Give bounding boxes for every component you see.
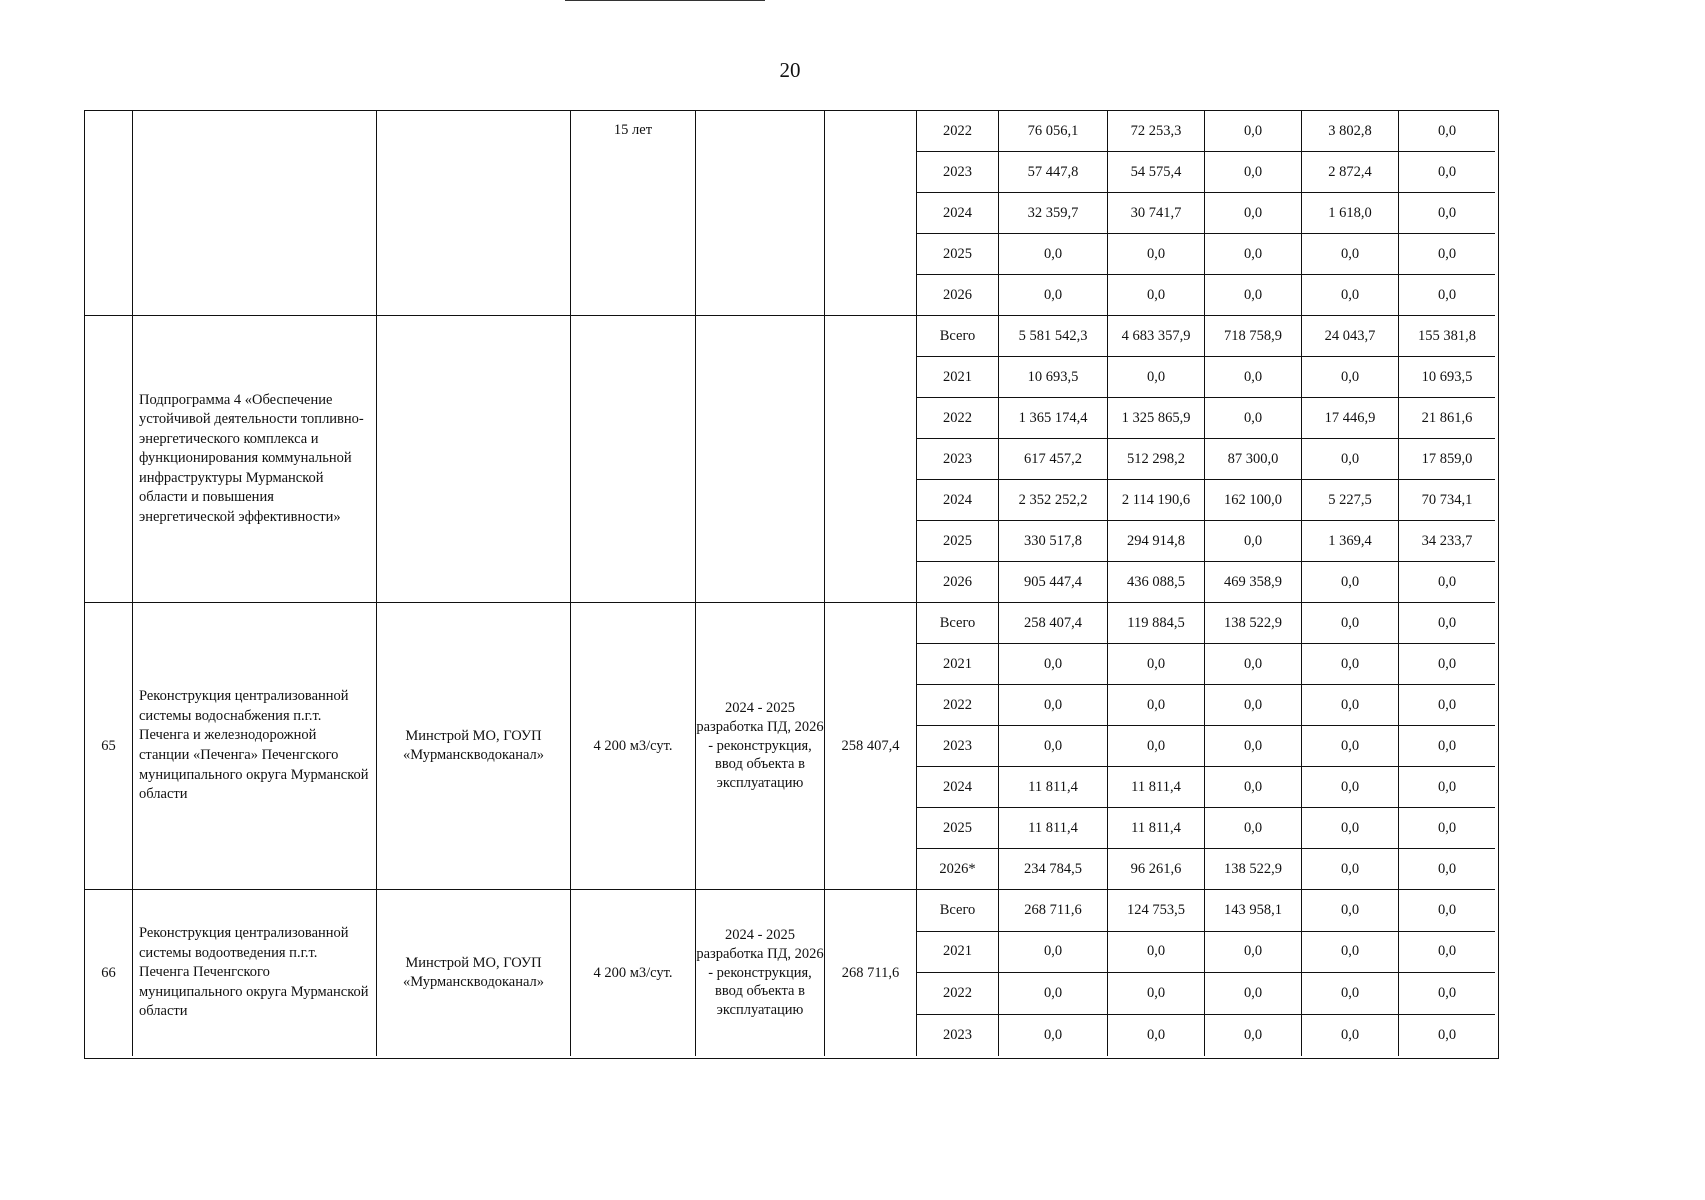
amount-cell: 0,0 (1302, 439, 1399, 480)
amount-cell: 0,0 (1302, 562, 1399, 603)
amount-cell: 155 381,8 (1399, 316, 1495, 357)
amount-cell: 21 861,6 (1399, 398, 1495, 439)
amount-cell: 234 784,5 (999, 849, 1108, 890)
row-number (85, 111, 133, 316)
amount-cell: 2 352 252,2 (999, 480, 1108, 521)
year-cell: 2023 (917, 152, 999, 193)
amount-cell: 3 802,8 (1302, 111, 1399, 152)
amount-cell: 0,0 (1399, 193, 1495, 234)
financing-table (84, 110, 1499, 1059)
amount-cell: 0,0 (1399, 767, 1495, 808)
amount-cell: 10 693,5 (999, 357, 1108, 398)
amount-cell: 5 581 542,3 (999, 316, 1108, 357)
amount-cell: 0,0 (1108, 275, 1205, 316)
amount-cell: 0,0 (1399, 234, 1495, 275)
estimated-cost (825, 111, 917, 316)
amount-cell: 0,0 (1302, 849, 1399, 890)
amount-cell: 0,0 (1399, 275, 1495, 316)
amount-cell: 76 056,1 (999, 111, 1108, 152)
capacity (571, 316, 696, 603)
amount-cell: 469 358,9 (1205, 562, 1302, 603)
year-cell: 2026 (917, 562, 999, 603)
amount-cell: 0,0 (1108, 726, 1205, 767)
amount-cell: 0,0 (1399, 849, 1495, 890)
implementation-period (696, 316, 825, 603)
object-name: Подпрограмма 4 «Обеспечение устойчивой деятельности топливно-энергетического комплекса и функционирования коммунальной инфраструктуры Мурманской области и повышения энергетической эффективности» (133, 316, 377, 603)
implementation-period (696, 111, 825, 316)
top-rule (565, 0, 765, 1)
year-cell: Всего (917, 890, 999, 932)
amount-cell: 0,0 (1108, 1015, 1205, 1057)
amount-cell: 4 683 357,9 (1108, 316, 1205, 357)
year-cell: 2024 (917, 480, 999, 521)
amount-cell: 905 447,4 (999, 562, 1108, 603)
amount-cell: 512 298,2 (1108, 439, 1205, 480)
amount-cell: 32 359,7 (999, 193, 1108, 234)
amount-cell: 0,0 (1302, 767, 1399, 808)
amount-cell: 0,0 (1108, 973, 1205, 1015)
amount-cell: 0,0 (1205, 521, 1302, 562)
amount-cell: 258 407,4 (999, 603, 1108, 644)
amount-cell: 0,0 (1205, 398, 1302, 439)
amount-cell: 436 088,5 (1108, 562, 1205, 603)
year-cell: 2022 (917, 685, 999, 726)
amount-cell: 2 872,4 (1302, 152, 1399, 193)
amount-cell: 0,0 (1205, 767, 1302, 808)
year-cell: 2022 (917, 398, 999, 439)
amount-cell: 124 753,5 (1108, 890, 1205, 932)
amount-cell: 0,0 (1399, 932, 1495, 974)
amount-cell: 138 522,9 (1205, 603, 1302, 644)
amount-cell: 1 369,4 (1302, 521, 1399, 562)
amount-cell: 54 575,4 (1108, 152, 1205, 193)
amount-cell: 0,0 (999, 726, 1108, 767)
amount-cell: 11 811,4 (1108, 767, 1205, 808)
object-name (133, 111, 377, 316)
year-cell: 2025 (917, 521, 999, 562)
amount-cell: 0,0 (1399, 973, 1495, 1015)
year-cell: 2022 (917, 973, 999, 1015)
amount-cell: 10 693,5 (1399, 357, 1495, 398)
amount-cell: 0,0 (999, 644, 1108, 685)
amount-cell: 0,0 (1302, 932, 1399, 974)
amount-cell: 0,0 (1399, 808, 1495, 849)
amount-cell: 17 859,0 (1399, 439, 1495, 480)
amount-cell: 0,0 (1108, 932, 1205, 974)
amount-cell: 17 446,9 (1302, 398, 1399, 439)
year-cell: 2023 (917, 1015, 999, 1057)
amount-cell: 0,0 (1205, 193, 1302, 234)
amount-cell: 1 365 174,4 (999, 398, 1108, 439)
amount-cell: 0,0 (1399, 562, 1495, 603)
row-number (85, 316, 133, 603)
amount-cell: 617 457,2 (999, 439, 1108, 480)
amount-cell: 0,0 (1108, 685, 1205, 726)
amount-cell: 0,0 (1302, 1015, 1399, 1057)
amount-cell: 96 261,6 (1108, 849, 1205, 890)
amount-cell: 0,0 (1205, 275, 1302, 316)
amount-cell: 0,0 (1205, 726, 1302, 767)
amount-cell: 0,0 (1108, 644, 1205, 685)
amount-cell: 0,0 (1205, 1015, 1302, 1057)
capacity: 4 200 м3/сут. (571, 890, 696, 1056)
amount-cell: 0,0 (1302, 603, 1399, 644)
year-cell: 2021 (917, 357, 999, 398)
amount-cell: 0,0 (1205, 973, 1302, 1015)
amount-cell: 0,0 (1302, 685, 1399, 726)
capacity: 15 лет (571, 111, 696, 316)
implementation-period: 2024 - 2025 разработка ПД, 2026 - реконструкция, ввод объекта в эксплуатацию (696, 603, 825, 890)
executor: Минстрой МО, ГОУП «Мурманскводоканал» (377, 603, 571, 890)
amount-cell: 330 517,8 (999, 521, 1108, 562)
amount-cell: 0,0 (1205, 234, 1302, 275)
amount-cell: 70 734,1 (1399, 480, 1495, 521)
amount-cell: 0,0 (1205, 808, 1302, 849)
amount-cell: 0,0 (1399, 152, 1495, 193)
amount-cell: 0,0 (1302, 234, 1399, 275)
amount-cell: 0,0 (1205, 685, 1302, 726)
estimated-cost: 268 711,6 (825, 890, 917, 1056)
year-cell: 2025 (917, 808, 999, 849)
amount-cell: 0,0 (1302, 726, 1399, 767)
amount-cell: 87 300,0 (1205, 439, 1302, 480)
amount-cell: 0,0 (1399, 603, 1495, 644)
year-cell: 2025 (917, 234, 999, 275)
page-number: 20 (779, 58, 801, 82)
amount-cell: 0,0 (1399, 685, 1495, 726)
year-cell: 2024 (917, 193, 999, 234)
amount-cell: 1 618,0 (1302, 193, 1399, 234)
amount-cell: 0,0 (1205, 152, 1302, 193)
year-cell: 2026* (917, 849, 999, 890)
amount-cell: 0,0 (999, 1015, 1108, 1057)
amount-cell: 119 884,5 (1108, 603, 1205, 644)
amount-cell: 30 741,7 (1108, 193, 1205, 234)
year-cell: 2022 (917, 111, 999, 152)
amount-cell: 0,0 (1399, 726, 1495, 767)
amount-cell: 0,0 (999, 932, 1108, 974)
amount-cell: 34 233,7 (1399, 521, 1495, 562)
amount-cell: 57 447,8 (999, 152, 1108, 193)
object-name: Реконструкция централизованной системы водоотведения п.г.т. Печенга Печенгского муниципального округа Мурманской области (133, 890, 377, 1056)
amount-cell: 5 227,5 (1302, 480, 1399, 521)
amount-cell: 0,0 (1399, 111, 1495, 152)
amount-cell: 72 253,3 (1108, 111, 1205, 152)
year-cell: Всего (917, 603, 999, 644)
amount-cell: 11 811,4 (1108, 808, 1205, 849)
amount-cell: 11 811,4 (999, 808, 1108, 849)
amount-cell: 0,0 (1399, 890, 1495, 932)
year-cell: 2023 (917, 439, 999, 480)
amount-cell: 0,0 (1205, 932, 1302, 974)
year-cell: 2024 (917, 767, 999, 808)
amount-cell: 294 914,8 (1108, 521, 1205, 562)
row-number: 65 (85, 603, 133, 890)
amount-cell: 162 100,0 (1205, 480, 1302, 521)
object-name: Реконструкция централизованной системы водоснабжения п.г.т. Печенга и железнодорожной станции «Печенга» Печенгского муниципального округа Мурманской области (133, 603, 377, 890)
amount-cell: 0,0 (1205, 644, 1302, 685)
estimated-cost: 258 407,4 (825, 603, 917, 890)
amount-cell: 0,0 (1399, 644, 1495, 685)
amount-cell: 0,0 (1302, 275, 1399, 316)
amount-cell: 0,0 (1302, 890, 1399, 932)
year-cell: Всего (917, 316, 999, 357)
year-cell: 2021 (917, 644, 999, 685)
amount-cell: 0,0 (1205, 111, 1302, 152)
amount-cell: 0,0 (999, 973, 1108, 1015)
capacity: 4 200 м3/сут. (571, 603, 696, 890)
executor: Минстрой МО, ГОУП «Мурманскводоканал» (377, 890, 571, 1056)
estimated-cost (825, 316, 917, 603)
amount-cell: 143 958,1 (1205, 890, 1302, 932)
row-number: 66 (85, 890, 133, 1056)
amount-cell: 11 811,4 (999, 767, 1108, 808)
amount-cell: 0,0 (1302, 357, 1399, 398)
amount-cell: 0,0 (999, 234, 1108, 275)
implementation-period: 2024 - 2025 разработка ПД, 2026 - реконструкция, ввод объекта в эксплуатацию (696, 890, 825, 1056)
amount-cell: 718 758,9 (1205, 316, 1302, 357)
amount-cell: 0,0 (999, 275, 1108, 316)
year-cell: 2026 (917, 275, 999, 316)
executor (377, 316, 571, 603)
amount-cell: 2 114 190,6 (1108, 480, 1205, 521)
executor (377, 111, 571, 316)
amount-cell: 138 522,9 (1205, 849, 1302, 890)
amount-cell: 0,0 (1302, 808, 1399, 849)
amount-cell: 1 325 865,9 (1108, 398, 1205, 439)
amount-cell: 0,0 (1302, 973, 1399, 1015)
amount-cell: 0,0 (1302, 644, 1399, 685)
year-cell: 2021 (917, 932, 999, 974)
amount-cell: 0,0 (1437, 1026, 1457, 1043)
amount-cell: 0,0 (999, 685, 1108, 726)
amount-cell: 0,0 (1108, 234, 1205, 275)
amount-cell: 24 043,7 (1302, 316, 1399, 357)
amount-cell: 0,0 (1108, 357, 1205, 398)
amount-cell: 268 711,6 (999, 890, 1108, 932)
amount-cell: 0,0 (1205, 357, 1302, 398)
year-cell: 2023 (917, 726, 999, 767)
